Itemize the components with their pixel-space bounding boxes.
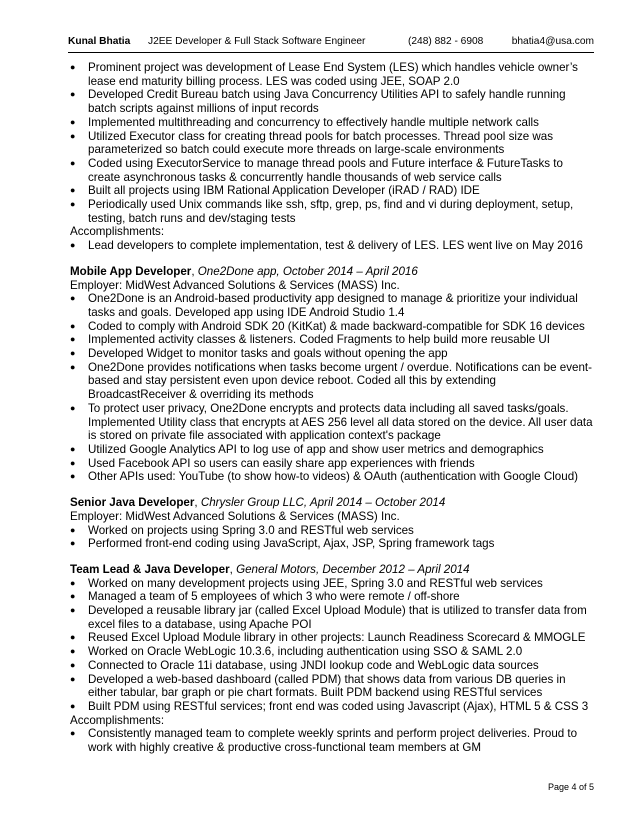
bullet-icon: ● (70, 116, 76, 127)
page-number: Page 4 of 5 (547, 782, 594, 792)
bullet-item: ● Used Facebook API so users can easily share app experiences with friends (70, 456, 475, 470)
bullet-item: ● Managed a team of 5 employees of which 3 who were remote / off-shore (70, 590, 460, 604)
bullet-icon: ● (70, 577, 76, 588)
bullet-item: ● Worked on Oracle WebLogic 10.3.6, including authentication using SSO & SAML 2.0 (70, 645, 523, 659)
bullet-icon: ● (70, 591, 76, 602)
bullet-item: ● Coded using ExecutorService to manage thread pools and Future interface & FutureTasks to create asynchronous tasks & concurrently handle thousands of web service calls (70, 156, 563, 184)
job-details: One2Done app, October 2014 – April 2016 (197, 264, 418, 278)
bullet-icon: ● (70, 348, 76, 359)
bullet-item: ● Developed Credit Bureau batch using Java Concurrency Utilities API to safely handle running batch scripts against millions of input records (70, 88, 566, 116)
bullet-icon: ● (70, 443, 76, 454)
accomplishments-label: Accomplishments: (70, 713, 165, 727)
job-details: General Motors, December 2012 – April 2014 (236, 562, 470, 576)
header-email: bhatia4@usa.com (511, 36, 594, 47)
bullet-item: ● Lead developers to complete implementation, test & delivery of LES. LES went live on May 2016 (70, 239, 583, 253)
bullet-icon: ● (70, 62, 76, 72)
job-heading-mobile: Mobile App Developer, One2Done app, October 2014 – April 2016 (70, 264, 418, 278)
bullet-item: ● To protect user privacy, One2Done encrypts and protects data including all saved tasks/goals. Implemented Utility class that encrypts at AES 256 level all data stored on the device. All user data is stored on private file associated with application context's package (70, 401, 593, 443)
bullet-item: ● Implemented activity classes & listeners. Coded Fragments to help build more reusable UI (70, 333, 551, 347)
bullet-item: ● Built PDM using RESTful services; front end was coded using Javascript (Ajax), HTML 5 & CSS 3 (70, 699, 589, 713)
bullet-icon: ● (70, 538, 76, 549)
bullet-icon: ● (70, 457, 76, 468)
bullet-item: ● Other APIs used: YouTube (to show how-to videos) & OAuth (authentication with Google Cloud) (70, 470, 579, 484)
bullet-icon: ● (70, 700, 76, 711)
accomplishments-label: Accomplishments: (70, 225, 165, 239)
bullet-item: ● Prominent project was development of Lease End System (LES) which handles vehicle owner’s lease end maturity billing process. LES was coded using JEE, SOAP 2.0 (70, 61, 578, 88)
header-title: J2EE Developer & Full Stack Software Engineer (148, 36, 366, 47)
bullet-item: ● Built all projects using IBM Rational Application Developer (iRAD / RAD) IDE (70, 184, 480, 198)
bullet-item: ● Performed front-end coding using JavaScript, Ajax, JSP, Spring framework tags (70, 537, 495, 551)
bullet-icon: ● (70, 293, 76, 304)
job-details: Chrysler Group LLC, April 2014 – October 2014 (200, 496, 446, 510)
header-phone: (248) 882 - 6908 (408, 36, 484, 47)
job-role: Senior Java Developer (70, 496, 195, 510)
bullet-item: ● Connected to Oracle 11i database, using JNDI lookup code and WebLogic data sources (70, 658, 539, 672)
bullet-item: ● One2Done is an Android-based productivity app designed to manage & prioritize your individual tasks and goals. Developed app using IDE Android Studio 1.4 (70, 292, 578, 319)
bullet-item: ● One2Done provides notifications when tasks become urgent / overdue. Notifications can be event-based and stay persistent even upon device reboot. Coded all this by extending BroadcastReceiver & overriding its methods (70, 360, 592, 402)
bullet-item: ● Periodically used Unix commands like ssh, sftp, grep, ps, find and vi during deployment, setup, testing, batch runs and dev/staging tests (70, 198, 574, 225)
bullet-item: ● Developed a reusable library jar (called Excel Upload Module) that is utilized to transfer data from excel files to a database, using Apache POI (70, 604, 587, 631)
intro-bullet-list (70, 61, 596, 225)
bullet-icon: ● (70, 334, 76, 345)
bullet-icon: ● (70, 199, 76, 210)
bullet-item: ● Reused Excel Upload Module library in other projects: Launch Readiness Scorecard & MMOGLE (70, 631, 586, 645)
bullet-icon: ● (70, 130, 76, 141)
bullet-icon: ● (70, 402, 76, 413)
team-lead-bullet-list (70, 577, 596, 714)
job-role: Team Lead & Java Developer (70, 562, 230, 576)
bullet-icon: ● (70, 524, 76, 535)
job-employer: Employer: MidWest Advanced Solutions & Services (MASS) Inc. (70, 278, 400, 292)
bullet-item: ● Developed Widget to monitor tasks and goals without opening the app (70, 347, 448, 361)
java-dev-bullet-list (70, 524, 596, 551)
bullet-icon: ● (70, 361, 76, 372)
job-heading-team-lead: Team Lead & Java Developer, General Motors, December 2012 – April 2014 (70, 562, 470, 576)
bullet-item: ● Worked on projects using Spring 3.0 and RESTful web services (70, 523, 414, 537)
bullet-icon: ● (70, 320, 76, 331)
bullet-icon: ● (70, 659, 76, 670)
team-lead-accomplishments-list (70, 727, 596, 754)
bullet-icon: ● (70, 646, 76, 657)
job-heading-java-dev: Senior Java Developer, Chrysler Group LLC, April 2014 – October 2014 (70, 496, 446, 510)
mobile-bullet-list (70, 292, 596, 484)
header-divider (68, 52, 594, 53)
header-name: Kunal Bhatia (68, 36, 131, 47)
bullet-icon: ● (70, 185, 76, 196)
bullet-item: ● Developed a web-based dashboard (called PDM) that shows data from various DB queries in either tabular, bar graph or pie chart formats. Built PDM backend using RESTful services (70, 672, 566, 700)
job-employer: Employer: MidWest Advanced Solutions & Services (MASS) Inc. (70, 509, 400, 523)
bullet-icon: ● (70, 89, 76, 100)
bullet-icon: ● (70, 157, 76, 168)
bullet-icon: ● (70, 605, 76, 616)
bullet-item: ● Utilized Google Analytics API to log use of app and show user metrics and demographics (70, 442, 544, 456)
bullet-icon: ● (70, 632, 76, 643)
bullet-icon: ● (70, 471, 76, 482)
bullet-icon: ● (70, 673, 76, 684)
resume-content (70, 61, 596, 755)
bullet-item: ● Worked on many development projects using JEE, Spring 3.0 and RESTful web services (70, 576, 543, 590)
bullet-item: ● Coded to comply with Android SDK 20 (KitKat) & made backward-compatible for SDK 16 devices (70, 319, 585, 333)
bullet-item: ● Implemented multithreading and concurrency to effectively handle multiple network calls (70, 115, 539, 129)
intro-accomplishments-list (70, 239, 596, 253)
bullet-icon: ● (70, 240, 76, 251)
bullet-item: ● Consistently managed team to complete weekly sprints and perform project deliveries. Proud to work with highly creative & productive cross-functional team members at GM (70, 727, 578, 755)
job-role: Mobile App Developer (70, 264, 192, 278)
bullet-icon: ● (70, 728, 76, 739)
bullet-item: ● Utilized Executor class for creating thread pools for batch processes. Thread pool size was parameterized so batch could execute more threads on large-scale environments (70, 129, 554, 157)
